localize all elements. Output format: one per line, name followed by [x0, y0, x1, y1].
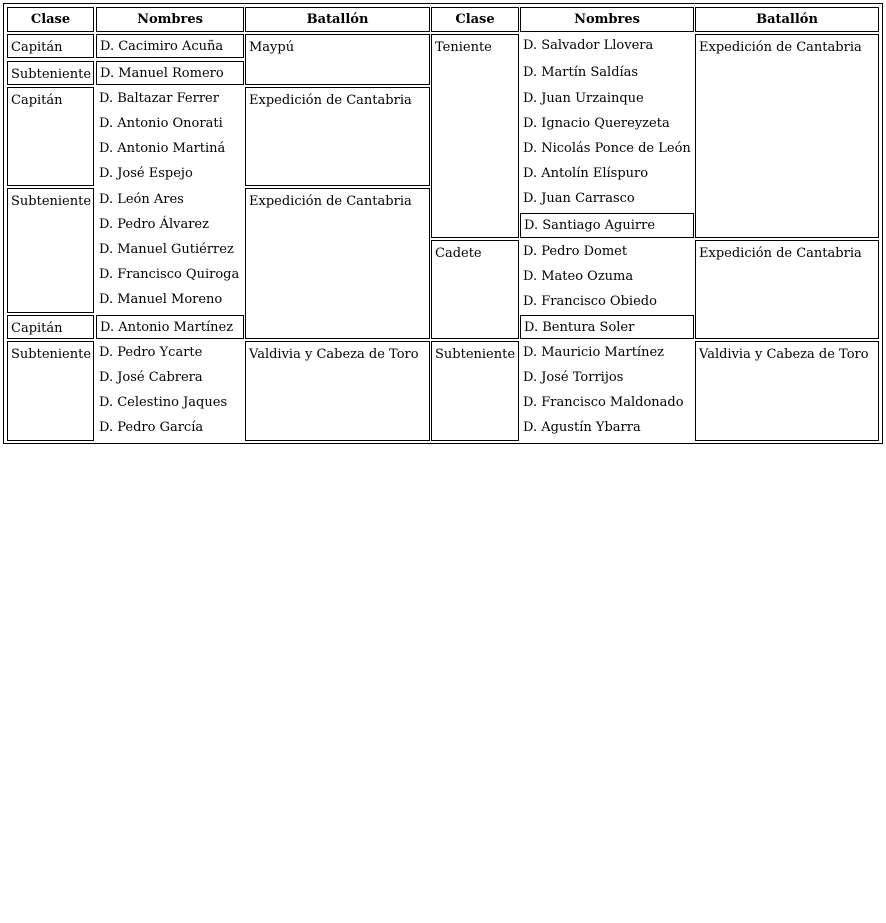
- clase-cell: Subteniente: [7, 188, 94, 313]
- names-group: [520, 213, 694, 238]
- names-group: [520, 315, 694, 339]
- name-entry: D. Santiago Aguirre: [524, 218, 656, 233]
- batallon-cell: Expedición de Cantabria: [245, 188, 430, 339]
- name-entry: D. Baltazar Ferrer: [99, 91, 219, 106]
- name-entry: D. Antonio Onorati: [99, 116, 223, 131]
- name-entry: D. Juan Carrasco: [523, 191, 635, 206]
- name-entry: D. Antonio Martínez: [100, 320, 234, 335]
- name-entry: D. Salvador Llovera: [523, 38, 654, 53]
- name-entry: D. Celestino Jaques: [99, 395, 228, 410]
- name-entry: D. Manuel Moreno: [99, 292, 223, 307]
- header-batallon-right: Batallón: [695, 7, 879, 32]
- name-entry: D. Juan Urzainque: [523, 91, 644, 106]
- name-entry: D. Francisco Quiroga: [99, 267, 240, 282]
- batallon-cell: Valdivia y Cabeza de Toro: [695, 341, 879, 441]
- batallon-cell: Expedición de Cantabria: [695, 240, 879, 339]
- name-entry: D. José Torrijos: [523, 370, 624, 385]
- batallon-cell: Valdivia y Cabeza de Toro: [245, 341, 430, 441]
- name-entry: D. Pedro Domet: [523, 244, 628, 259]
- name-entry: D. José Espejo: [99, 166, 193, 181]
- name-entry: D. Ignacio Quereyzeta: [523, 116, 670, 131]
- name-entry: D. León Ares: [99, 192, 184, 207]
- batallon-cell: Expedición de Cantabria: [695, 34, 879, 238]
- names-group: [96, 61, 244, 85]
- header-clase-left: Clase: [7, 7, 94, 32]
- clase-cell: Subteniente: [7, 61, 94, 85]
- name-entry: D. Pedro García: [99, 420, 204, 435]
- name-entry: D. Nicolás Ponce de León: [523, 141, 691, 156]
- name-entry: D. Bentura Soler: [524, 320, 635, 335]
- name-entry: D. Agustín Ybarra: [523, 420, 641, 435]
- clase-cell: Teniente: [431, 34, 519, 238]
- batallon-cell: Maypú: [245, 34, 430, 85]
- name-entry: D. Manuel Romero: [100, 66, 224, 81]
- name-entry: D. Antolín Elíspuro: [523, 166, 649, 181]
- clase-cell: Cadete: [431, 240, 519, 339]
- clase-cell: Capitán: [7, 87, 94, 186]
- header-nombres-right: Nombres: [520, 7, 694, 32]
- clase-cell: Capitán: [7, 315, 94, 339]
- name-entry: D. José Cabrera: [99, 370, 203, 385]
- names-group: [96, 315, 244, 339]
- names-group: [96, 34, 244, 58]
- clase-cell: Subteniente: [431, 341, 519, 441]
- name-entry: D. Manuel Gutiérrez: [99, 242, 234, 257]
- names-group: [520, 240, 694, 315]
- name-entry: D. Antonio Martiná: [99, 141, 226, 156]
- names-group: [520, 341, 694, 441]
- clase-cell: Subteniente: [7, 341, 94, 441]
- name-entry: D. Martín Saldías: [523, 65, 639, 80]
- officers-table: [3, 3, 883, 444]
- names-group: [96, 87, 244, 186]
- name-entry: D. Francisco Maldonado: [523, 395, 684, 410]
- batallon-cell: Expedición de Cantabria: [245, 87, 430, 186]
- name-entry: D. Mateo Ozuma: [523, 269, 634, 284]
- name-entry: D. Mauricio Martínez: [523, 345, 665, 360]
- name-entry: D. Pedro Ycarte: [99, 345, 203, 360]
- header-batallon-left: Batallón: [245, 7, 430, 32]
- names-group: [96, 341, 244, 441]
- clase-cell: Capitán: [7, 34, 94, 58]
- header-nombres-left: Nombres: [96, 7, 244, 32]
- names-group: [96, 188, 244, 313]
- header-clase-right: Clase: [431, 7, 519, 32]
- names-group: [520, 34, 694, 212]
- name-entry: D. Francisco Obiedo: [523, 294, 657, 309]
- name-entry: D. Pedro Álvarez: [99, 217, 209, 232]
- name-entry: D. Cacimiro Acuña: [100, 39, 224, 54]
